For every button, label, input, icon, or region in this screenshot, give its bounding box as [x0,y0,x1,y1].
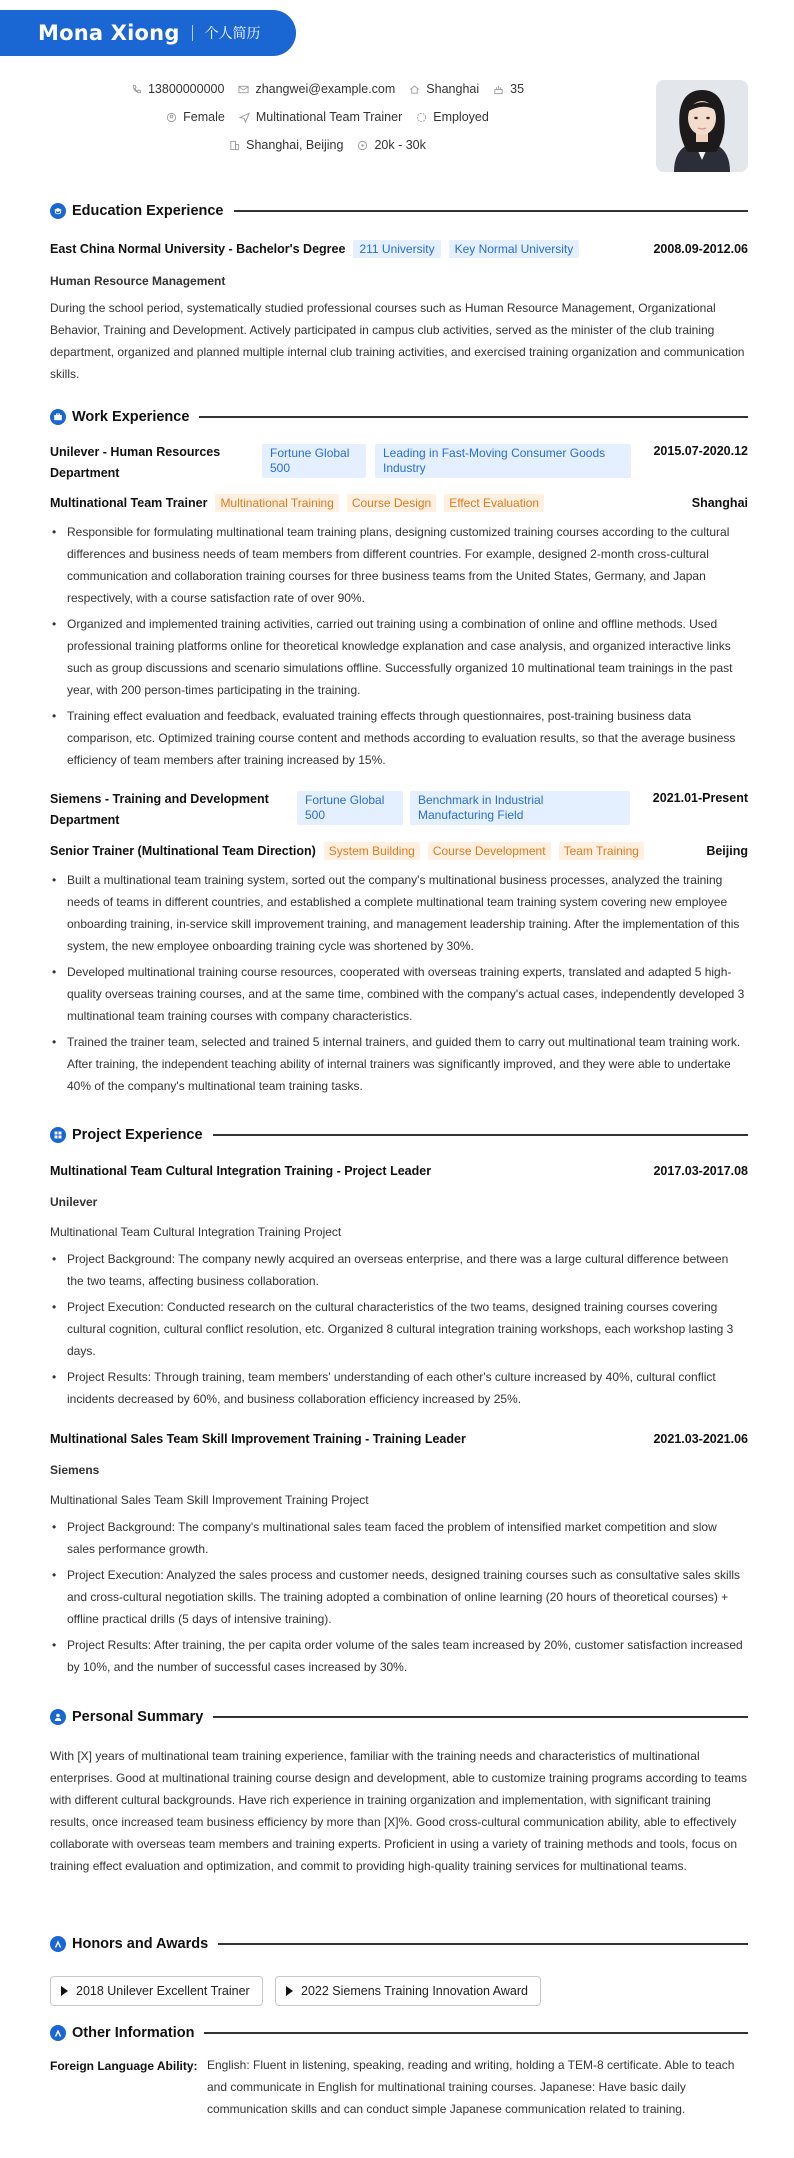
work-bullet: • Organized and implemented training activities, carried out training using a combination of online and offline methods. Used professional training platforms online for theoretical knowledge explanation and case analysis, and organized interactive links such as group discussions and scenario simulations offline. Successfully organized 10 multinational team trainings in the past year, with 200 person-times participating in the training. [50,613,748,701]
resume-subtitle: 个人简历 [204,26,261,42]
company-tag: Leading in Fast-Moving Consumer Goods Industry [375,444,631,478]
person-icon [166,112,177,123]
user-icon [50,1709,66,1725]
play-triangle-icon [286,1986,293,1996]
school-name: East China Normal University - Bachelor's Degree [50,242,346,256]
salary-text: 20k - 30k [374,138,426,152]
other-section-title: Other Information [72,2025,195,2041]
job-title: Multinational Team Trainer [50,496,208,510]
contact-row-2 [50,110,605,124]
skill-tag: System Building [324,842,420,860]
education-section-header [50,200,748,222]
other-section-header [50,2022,748,2044]
skill-tag: Effect Evaluation [444,494,544,512]
work-position-row [50,494,748,512]
project-bullet: • Project Background: The company newly acquired an overseas enterprise, and there was a large cultural difference between the two teams, affecting business collaboration. [50,1248,748,1292]
resume-header [0,10,296,56]
project-bullet: • Project Execution: Analyzed the sales process and customer needs, designed training courses such as consultative sales skills and cross-cultural negotiation skills. The training adopted a combination of online learning (20 hours of theoretical courses) + offline practical drills (5 days of intensive training). [50,1564,748,1630]
job-target-item [239,110,402,124]
phone-item [131,82,224,96]
company-tag: Benchmark in Industrial Manufacturing Field [410,791,630,825]
school-tag: Key Normal University [449,240,580,258]
play-triangle-icon [61,1986,68,1996]
project-title: Multinational Sales Team Skill Improvement Training Project [50,1493,369,1507]
target-city-item [229,138,343,152]
company-name: Siemens - Training and Development Department [50,792,269,827]
send-icon [239,112,250,123]
project-org: Siemens [50,1463,100,1477]
project-section-header [50,1124,748,1146]
target-city-text: Shanghai, Beijing [246,138,344,152]
honors-section-header [50,1933,748,1955]
email-item [238,82,395,96]
summary-section-title: Personal Summary [72,1709,204,1725]
cake-icon [493,84,504,95]
location-item [409,82,479,96]
skill-tag: Course Design [347,494,436,512]
award-item[interactable] [50,1976,263,2006]
section-divider [218,1943,748,1945]
project-name: Multinational Sales Team Skill Improvement Training - Training Leader [50,1432,466,1446]
age-text: 35 [510,82,525,96]
graduation-cap-icon [50,203,66,219]
project-date: 2021.03-2021.06 [653,1432,748,1446]
award-label: 2018 Unilever Excellent Trainer [76,1984,250,1998]
work-bullet: • Built a multinational team training system, sorted out the company's multinational business processes, analyzed the training needs of teams in different countries, and established a complete multinational team training system covering new employee onboarding training, in-service skill improvement training, and management leadership training. After the implementation of this system, the new employee onboarding training cycle was shortened by 30%. [50,869,748,957]
home-icon [409,84,420,95]
mail-icon [238,84,249,95]
section-divider [199,416,748,418]
work-date: 2015.07-2020.12 [653,444,748,458]
work-section-header [50,406,748,428]
age-item [493,82,524,96]
education-description: During the school period, systematically studied professional courses such as Human Resource Management, Organizational Behavior, Training and Development. Actively participated in campus club activities, served as the minister of the club training department, organized and planned multiple internal club training activities, and exercised training organization and communication skills. [50,301,745,381]
project-bullet: • Project Background: The company's multinational sales team faced the problem of intensified market competition and slow sales performance growth. [50,1516,748,1560]
language-value: English: Fluent in listening, speaking, reading and writing, holding a TEM-8 certificate. Able to teach and communicate in English for multinational training courses. Japanese: Have basic daily communication skills and can conduct simple Japanese communication related to training. [207,2058,735,2116]
skill-tag: Team Training [559,842,644,860]
job-target-text: Multinational Team Trainer [255,110,403,124]
grid-icon [50,1127,66,1143]
email-text: zhangwei@example.com [255,82,396,96]
location-text: Shanghai [426,82,480,96]
status-item [416,110,489,124]
profile-photo [656,80,748,172]
job-title: Senior Trainer (Multinational Team Direction) [50,844,316,858]
education-section-title: Education Experience [72,203,224,219]
skill-tag: Course Development [428,842,551,860]
contact-row-1 [50,82,605,96]
education-date: 2008.09-2012.06 [653,242,748,256]
project-entry-header [50,1164,748,1178]
work-bullet: • Developed multinational training course resources, cooperated with overseas training experts, translated and adapted 5 high-quality overseas training courses, and at the same time, combined with the company's actual cases, independently developed 3 multinational team training courses with company characteristics. [50,961,748,1027]
building-icon [229,140,240,151]
candidate-name: Mona Xiong [38,21,180,45]
award-icon [50,1936,66,1952]
status-text: Employed [433,110,489,124]
education-major: Human Resource Management [50,274,226,288]
company-tag: Fortune Global 500 [297,791,403,825]
project-entry-header [50,1432,748,1446]
section-divider [204,2032,748,2034]
education-entry-header [50,240,748,258]
salary-item [357,138,425,152]
section-divider [213,1134,748,1136]
school-tag: 211 University [353,240,440,258]
summary-text: With [X] years of multinational team training experience, familiar with the training needs and characteristics of multinational enterprises. Good at multinational training course design and development, able to customize training programs according to teams with different cultural backgrounds. Have rich experience in training organization and implementation, with significant training results, once increased team business efficiency by more than [X]%. Good cross-cultural communication ability, able to effectively collaborate with overseas team members and training experts. Proficient in using a variety of training methods and tools, focus on training effect evaluation and optimization, and commit to providing high-quality training services for multinational teams. [50,1749,748,1873]
briefcase-icon [50,409,66,425]
work-bullet: • Responsible for formulating multinational team training plans, designing customized training courses according to the cultural differences and business needs of team members from different countries. For example, designed 2-month cross-cultural communication and collaboration training courses for three business teams from the United States, Germany, and Japan respectively, with a course satisfaction rate of over 90%. [50,521,748,609]
status-icon [416,112,427,123]
info-icon [50,2025,66,2041]
work-city: Beijing [706,844,748,858]
work-position-row [50,842,748,860]
language-label: Foreign Language Ability: [50,2059,198,2073]
project-name: Multinational Team Cultural Integration Training - Project Leader [50,1164,432,1178]
summary-section-header [50,1706,748,1728]
gender-text: Female [183,110,225,124]
project-org: Unilever [50,1195,98,1209]
company-name: Unilever - Human Resources Department [50,445,221,480]
award-item[interactable] [275,1976,541,2006]
coin-icon [357,140,368,151]
work-section-title: Work Experience [72,409,190,425]
section-divider [213,1716,748,1718]
project-date: 2017.03-2017.08 [653,1164,748,1178]
company-tag: Fortune Global 500 [262,444,366,478]
header-divider [192,25,193,41]
phone-text: 13800000000 [147,82,225,96]
section-divider [234,210,749,212]
honors-section-title: Honors and Awards [72,1936,209,1952]
award-label: 2022 Siemens Training Innovation Award [301,1984,529,1998]
gender-item [166,110,225,124]
project-bullet: • Project Results: Through training, team members' understanding of each other's culture increased by 40%, cultural conflict incidents decreased by 60%, and business collaboration efficiency increased by 25%. [50,1366,748,1410]
contact-row-3 [50,138,605,152]
project-bullet: • Project Results: After training, the per capita order volume of the sales team increased by 20%, customer satisfaction increased by 10%, and the number of successful cases increased by 30%. [50,1634,748,1678]
project-bullet: • Project Execution: Conducted research on the cultural characteristics of the two teams, designed training courses covering cultural cognition, cultural conflict resolution, etc. Organized 8 cultural integration training workshops, each workshop lasting 3 days. [50,1296,748,1362]
project-title: Multinational Team Cultural Integration Training Project [50,1225,342,1239]
work-date: 2021.01-Present [652,791,748,805]
phone-icon [131,84,142,95]
skill-tag: Multinational Training [215,494,338,512]
project-section-title: Project Experience [72,1127,203,1143]
work-bullet: • Trained the trainer team, selected and trained 5 internal trainers, and guided them to carry out multinational team training work. After training, the independent teaching ability of internal trainers was significantly improved, and they were able to undertake 40% of the company's multinational team training tasks. [50,1031,748,1097]
work-bullet: • Training effect evaluation and feedback, evaluated training effects through questionnaires, post-training business data comparison, etc. Optimized training course content and methods according to evaluation results, so that the average business efficiency of team members after training increased by 15%. [50,705,748,771]
work-city: Shanghai [691,496,748,510]
